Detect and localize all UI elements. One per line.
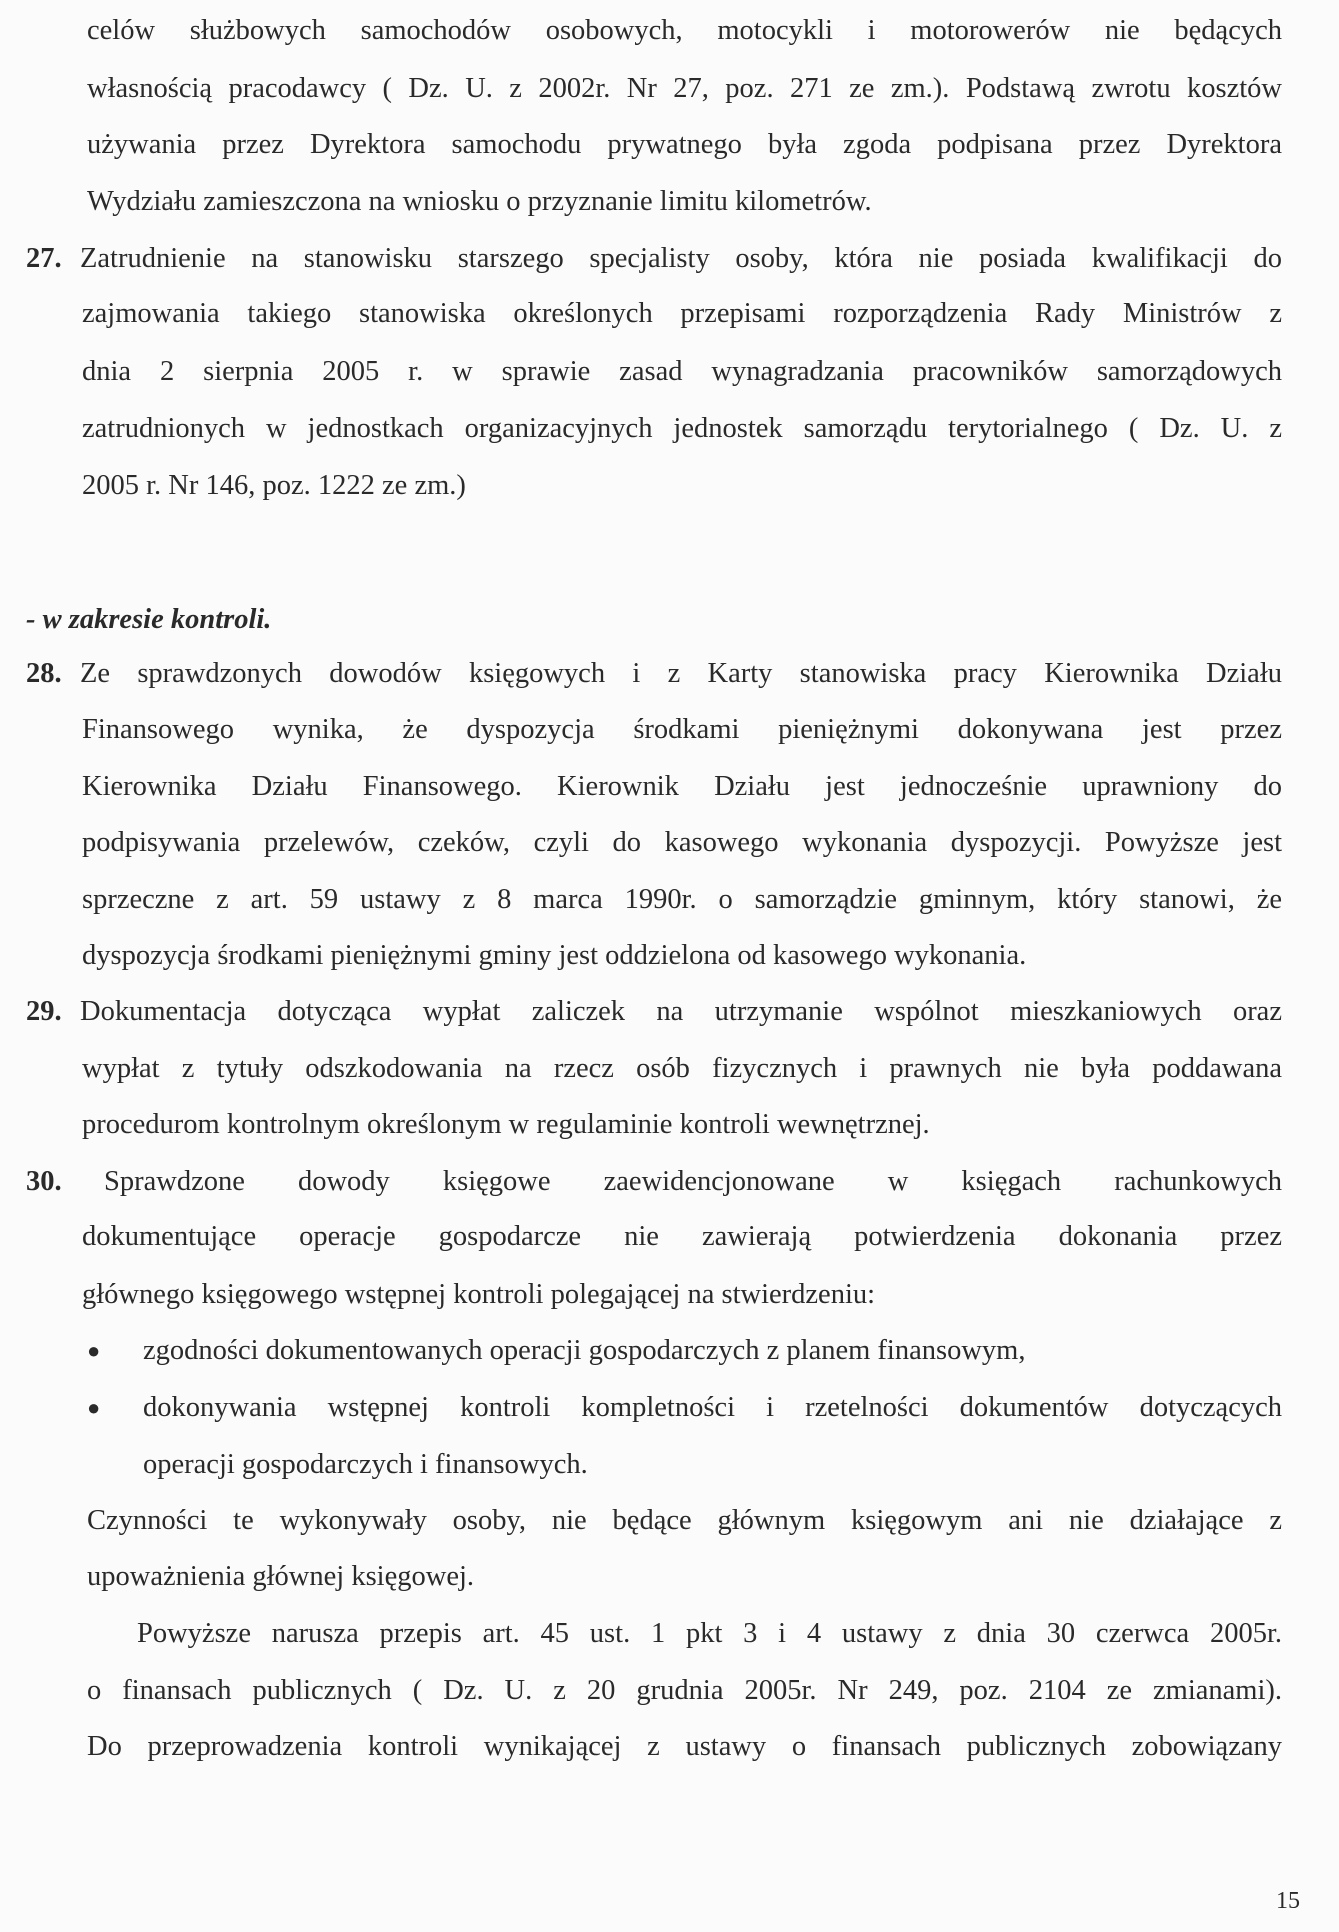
text-line: Ze sprawdzonych dowodów księgowych i z Karty stanowiska pracy Kierownika Działu: [80, 658, 1282, 689]
page-number: 15: [1276, 1888, 1300, 1914]
bullet-item-continuation: operacji gospodarczych i finansowych.: [143, 1449, 588, 1480]
bullet-item: dokonywania wstępnej kontroli kompletności i rzetelności dokumentów dotyczących: [143, 1392, 1282, 1423]
item-number-28: 28.: [26, 658, 62, 689]
text-line: Finansowego wynika, że dyspozycja środkami pieniężnymi dokonywana jest przez: [82, 714, 1282, 745]
item-number-30: 30.: [26, 1166, 62, 1197]
bullet-icon: ●: [87, 1395, 101, 1420]
text-line: Czynności te wykonywały osoby, nie będące głównym księgowym ani nie działające z: [87, 1505, 1282, 1536]
text-line: o finansach publicznych ( Dz. U. z 20 grudnia 2005r. Nr 249, poz. 2104 ze zmianami).: [87, 1675, 1282, 1706]
text-line: Zatrudnienie na stanowisku starszego specjalisty osoby, która nie posiada kwalifikacji do: [80, 243, 1282, 274]
text-line: podpisywania przelewów, czeków, czyli do kasowego wykonania dyspozycji. Powyższe jest: [82, 827, 1282, 858]
text-line: wypłat z tytuły odszkodowania na rzecz osób fizycznych i prawnych nie była poddawana: [82, 1053, 1282, 1084]
bullet-item: zgodności dokumentowanych operacji gospodarczych z planem finansowym,: [143, 1335, 1026, 1366]
text-line: Sprawdzone dowody księgowe zaewidencjonowane w księgach rachunkowych: [104, 1166, 1282, 1197]
text-line: 2005 r. Nr 146, poz. 1222 ze zm.): [82, 470, 466, 501]
text-line: Powyższe narusza przepis art. 45 ust. 1 pkt 3 i 4 ustawy z dnia 30 czerwca 2005r.: [137, 1618, 1282, 1649]
item-number-29: 29.: [26, 996, 62, 1027]
bullet-icon: ●: [87, 1338, 101, 1363]
text-line: zatrudnionych w jednostkach organizacyjnych jednostek samorządu terytorialnego ( Dz. U. z: [82, 413, 1282, 444]
text-line: Dokumentacja dotycząca wypłat zaliczek na utrzymanie wspólnot mieszkaniowych oraz: [80, 996, 1282, 1027]
text-line: sprzeczne z art. 59 ustawy z 8 marca 1990r. o samorządzie gminnym, który stanowi, że: [82, 884, 1282, 915]
text-line: dyspozycja środkami pieniężnymi gminy jest oddzielona od kasowego wykonania.: [82, 940, 1027, 971]
item-number-27: 27.: [26, 243, 62, 274]
text-line: zajmowania takiego stanowiska określonych przepisami rozporządzenia Rady Ministrów z: [82, 298, 1282, 329]
section-heading: - w zakresie kontroli.: [26, 604, 272, 635]
text-line: celów służbowych samochodów osobowych, motocykli i motorowerów nie będących: [87, 15, 1282, 46]
text-line: dnia 2 sierpnia 2005 r. w sprawie zasad wynagradzania pracowników samorządowych: [82, 356, 1282, 387]
text-line: procedurom kontrolnym określonym w regulaminie kontroli wewnętrznej.: [82, 1109, 930, 1140]
text-line: Do przeprowadzenia kontroli wynikającej z ustawy o finansach publicznych zobowiązany: [87, 1731, 1282, 1762]
text-line: głównego księgowego wstępnej kontroli polegającej na stwierdzeniu:: [82, 1279, 876, 1310]
text-line: własnością pracodawcy ( Dz. U. z 2002r. Nr 27, poz. 271 ze zm.). Podstawą zwrotu kosztów: [87, 73, 1282, 104]
text-line: Kierownika Działu Finansowego. Kierownik Działu jest jednocześnie uprawniony do: [82, 771, 1282, 802]
text-line: Wydziału zamieszczona na wniosku o przyznanie limitu kilometrów.: [87, 186, 872, 217]
text-line: używania przez Dyrektora samochodu prywatnego była zgoda podpisana przez Dyrektora: [87, 129, 1282, 160]
text-line: dokumentujące operacje gospodarcze nie zawierają potwierdzenia dokonania przez: [82, 1221, 1282, 1252]
text-line: upoważnienia głównej księgowej.: [87, 1561, 475, 1592]
